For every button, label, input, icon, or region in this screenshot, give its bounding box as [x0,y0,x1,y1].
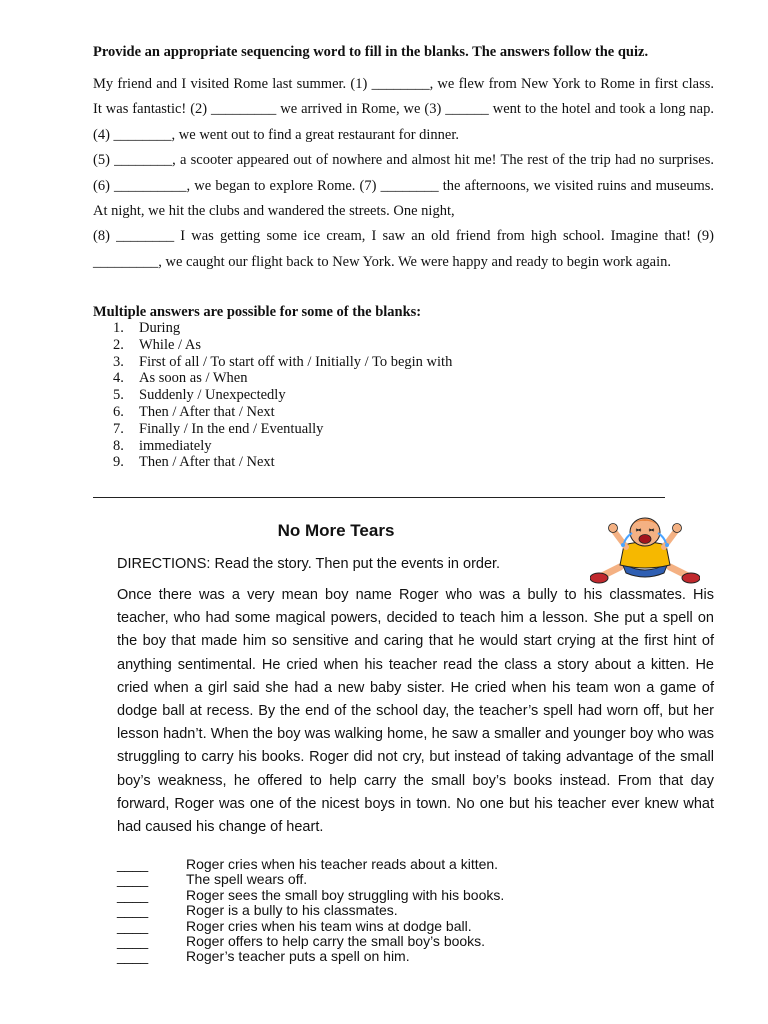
answer-text: As soon as / When [139,370,248,387]
answer-item [113,354,452,371]
answer-number: 4. [113,370,124,387]
answer-text: First of all / To start off with / Initially / To begin with [139,353,453,370]
event-blank: ____ [117,856,149,872]
quiz-paragraph-part-2: (5) ________, a scooter appeared out of nowhere and almost hit me! The rest of the trip had no surprises. (6) __________, we began to explore Rome. (7) ________ the afternoons, we visited ruins and museums. At night, we hit the clubs and wandered the streets. One night, [93,152,714,220]
event-item [117,872,504,887]
event-text: Roger cries when his team wins at dodge ball. [186,917,472,934]
answer-text: During [139,320,181,336]
event-blank: ____ [117,917,149,934]
event-text: Roger cries when his teacher reads about a kitten. [186,856,499,872]
event-text: Roger’s teacher puts a spell on him. [186,948,410,965]
event-blank: ____ [117,902,149,919]
event-text: Roger sees the small boy struggling with his books. [186,886,505,903]
events-list [117,857,504,965]
answer-number: 2. [113,336,124,353]
crying-boy-clipart-icon [590,515,700,590]
answer-number: 5. [113,387,124,404]
answer-number: 1. [113,320,124,336]
directions: DIRECTIONS: Read the story. Then put the events in order. [117,556,501,572]
story-text: Once there was a very mean boy name Roger who was a bully to his classmates. His teacher, who had some magical powers, decided to teach him a lesson. She put a spell on the boy that made him so sensitive and caring that he would start crying at the first hint of anything sentimental. He cried when his teacher read the class a story about a kitten. He cried when a girl said she had a new baby sister. He cried when his team won a game of dodge ball at recess. By the end of the school day, the teacher’s spell had worn off, but her lesson hadn’t. When the boy was walking home, he saw a smaller and younger boy who was struggling to carry his books. Roger did not cry, but instead of taking advantage of the small boy’s weakness, he offered to help carry the small boy’s books instead. From that day forward, Roger was one of the nicest boys in town. No one but his teacher ever knew what had caused his change of heart. [117,587,714,836]
answer-item [113,387,452,404]
answer-text: Then / After that / Next [139,454,275,471]
event-blank: ____ [117,871,149,888]
answers-heading: Multiple answers are possible for some of the blanks: [93,304,422,320]
event-text: The spell wears off. [186,871,308,888]
answer-number: 9. [113,454,124,471]
quiz-paragraph-part-1: My friend and I visited Rome last summer. (1) ________, we flew from New York to Rome in first class. It was fantastic! (2) _________ we arrived in Rome, we (3) ______ went to the hotel and took a long nap. (4) ________, we went out to find a great restaurant for dinner. [93,76,714,143]
answer-item [113,370,452,387]
answer-item [113,404,452,421]
story-title: No More Tears [277,521,395,540]
event-item [117,934,504,949]
answer-number: 6. [113,403,124,420]
answer-text: Finally / In the end / Eventually [139,420,324,437]
answer-number: 3. [113,353,124,370]
event-item [117,949,504,964]
quiz-paragraph [93,72,714,275]
event-text: Roger offers to help carry the small boy’s books. [186,933,486,950]
answers-list [113,320,452,471]
answer-text: immediately [139,437,212,454]
answer-item [113,320,452,337]
answer-item [113,421,452,438]
quiz-instructions: Provide an appropriate sequencing word to fill in the blanks. The answers follow the quiz. [93,44,649,60]
answer-text: While / As [139,336,202,353]
answer-text: Suddenly / Unexpectedly [139,387,286,404]
quiz-paragraph-part-3: (8) ________ I was getting some ice cream, I saw an old friend from high school. Imagine that! (9) _________, we caught our flight back to New York. We were happy and ready to begin work again. [93,228,714,270]
answer-number: 7. [113,420,124,437]
answer-item [113,337,452,354]
event-blank: ____ [117,886,149,903]
event-item [117,919,504,934]
answer-item [113,438,452,455]
event-blank: ____ [117,933,149,950]
event-blank: ____ [117,948,149,965]
event-item [117,857,504,872]
answer-text: Then / After that / Next [139,403,275,420]
answer-item [113,454,452,471]
answer-number: 8. [113,437,124,454]
event-item [117,903,504,918]
event-item [117,888,504,903]
event-text: Roger is a bully to his classmates. [186,902,398,919]
section-divider [93,497,665,498]
